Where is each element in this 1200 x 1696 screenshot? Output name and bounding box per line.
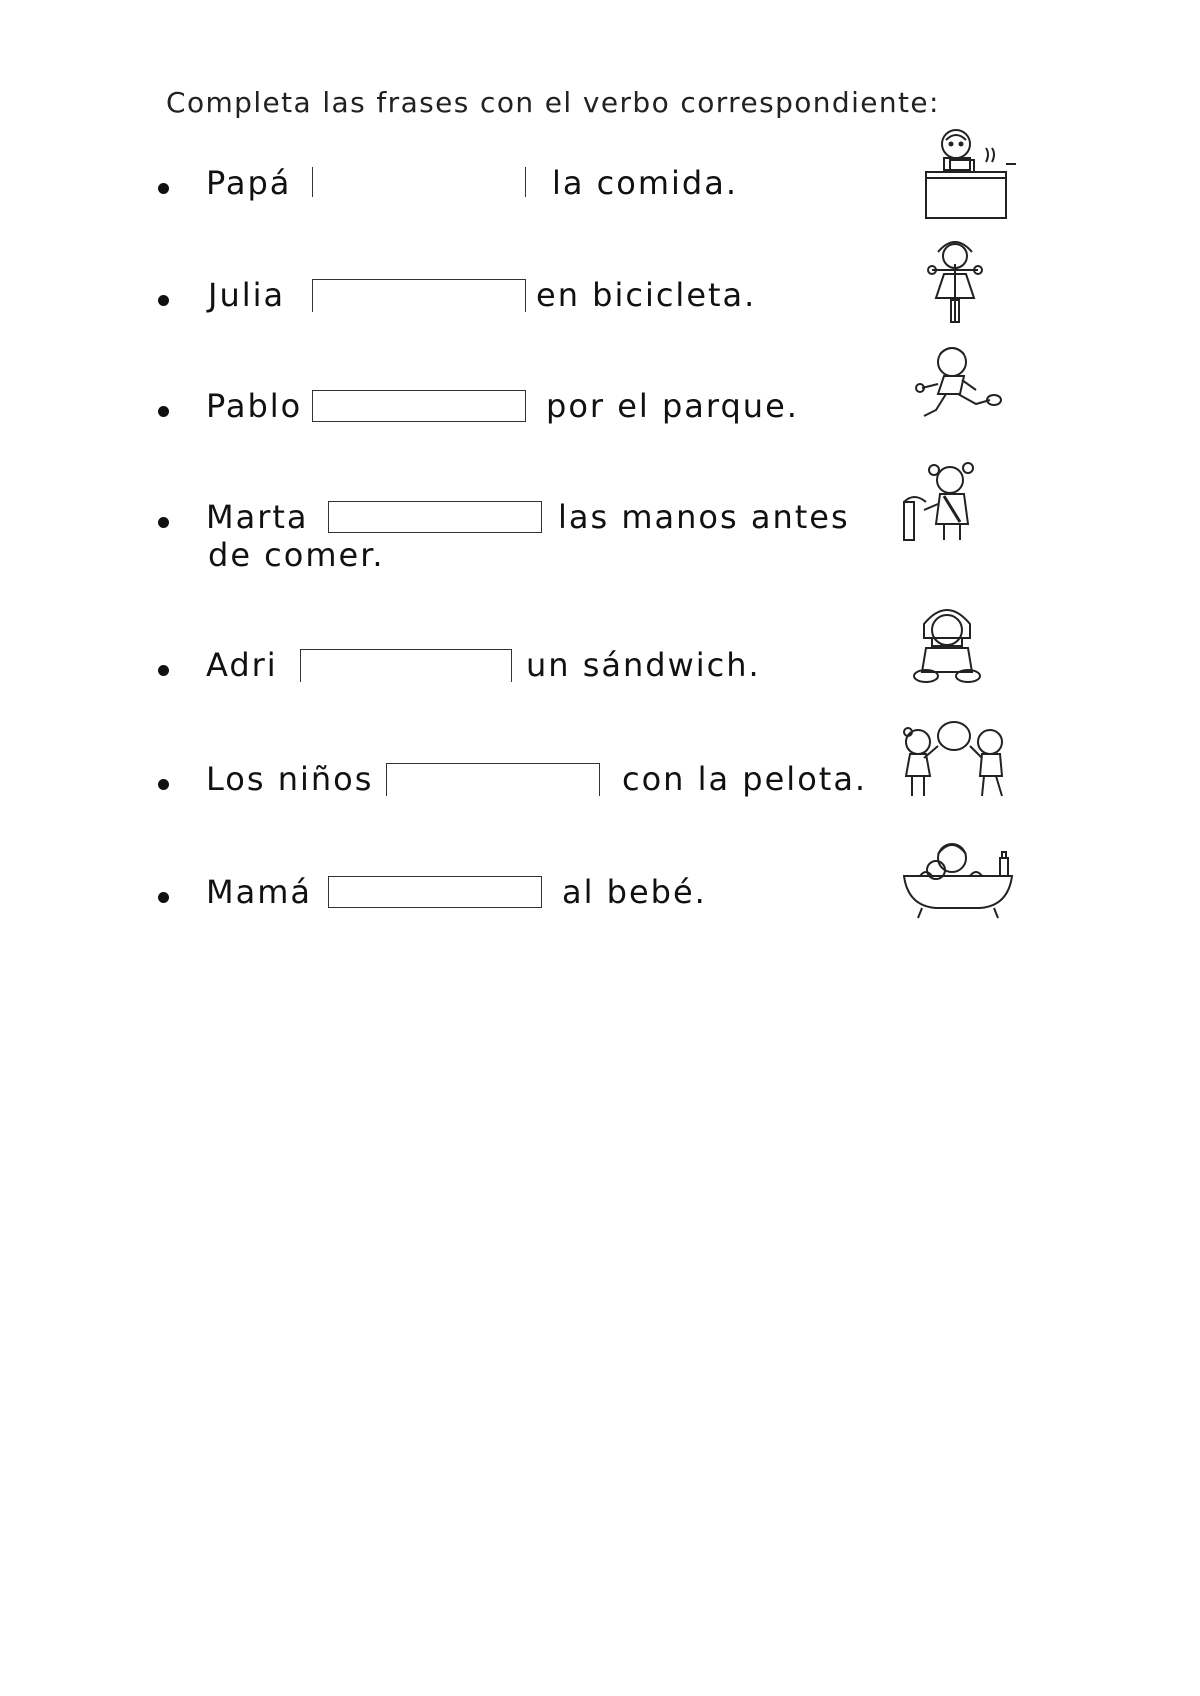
sentence-start: Papá	[206, 164, 292, 202]
sentence-start: Pablo	[206, 387, 303, 425]
sentence-end: la comida.	[552, 164, 738, 202]
sentence-start: Mamá	[206, 873, 312, 911]
bathing-baby-icon	[896, 836, 1020, 920]
sentence-start: Marta	[206, 498, 309, 536]
answer-box[interactable]	[328, 501, 542, 533]
answer-box[interactable]	[328, 876, 542, 908]
sentence-end-continued: de comer.	[208, 536, 385, 574]
sentence-end: un sándwich.	[526, 646, 761, 684]
bullet-icon	[158, 779, 169, 790]
answer-box[interactable]	[312, 279, 526, 312]
answer-box[interactable]	[300, 649, 512, 682]
cooking-icon	[920, 122, 1020, 222]
hand-washing-icon	[898, 460, 988, 544]
bullet-icon	[158, 183, 169, 194]
sentence-end: con la pelota.	[622, 760, 868, 798]
bullet-icon	[158, 406, 169, 417]
running-icon	[910, 344, 1004, 428]
answer-box[interactable]	[312, 167, 526, 197]
sentence-end: por el parque.	[546, 387, 799, 425]
answer-box[interactable]	[386, 763, 600, 796]
bullet-icon	[158, 892, 169, 903]
sentence-end: las manos antes	[558, 498, 850, 536]
sentence-start: Adri	[206, 646, 278, 684]
bullet-icon	[158, 517, 169, 528]
bullet-icon	[158, 295, 169, 306]
instruction-text: Completa las frases con el verbo correspondiente:	[166, 86, 940, 119]
eating-sandwich-icon	[910, 600, 984, 686]
sentence-start: Julia	[208, 276, 286, 314]
bicycle-icon	[920, 234, 990, 324]
sentence-end: al bebé.	[562, 873, 707, 911]
sentence-end: en bicicleta.	[536, 276, 757, 314]
bullet-icon	[158, 665, 169, 676]
answer-box[interactable]	[312, 390, 526, 422]
sentence-start: Los niños	[206, 760, 374, 798]
playing-ball-icon	[890, 716, 1016, 802]
